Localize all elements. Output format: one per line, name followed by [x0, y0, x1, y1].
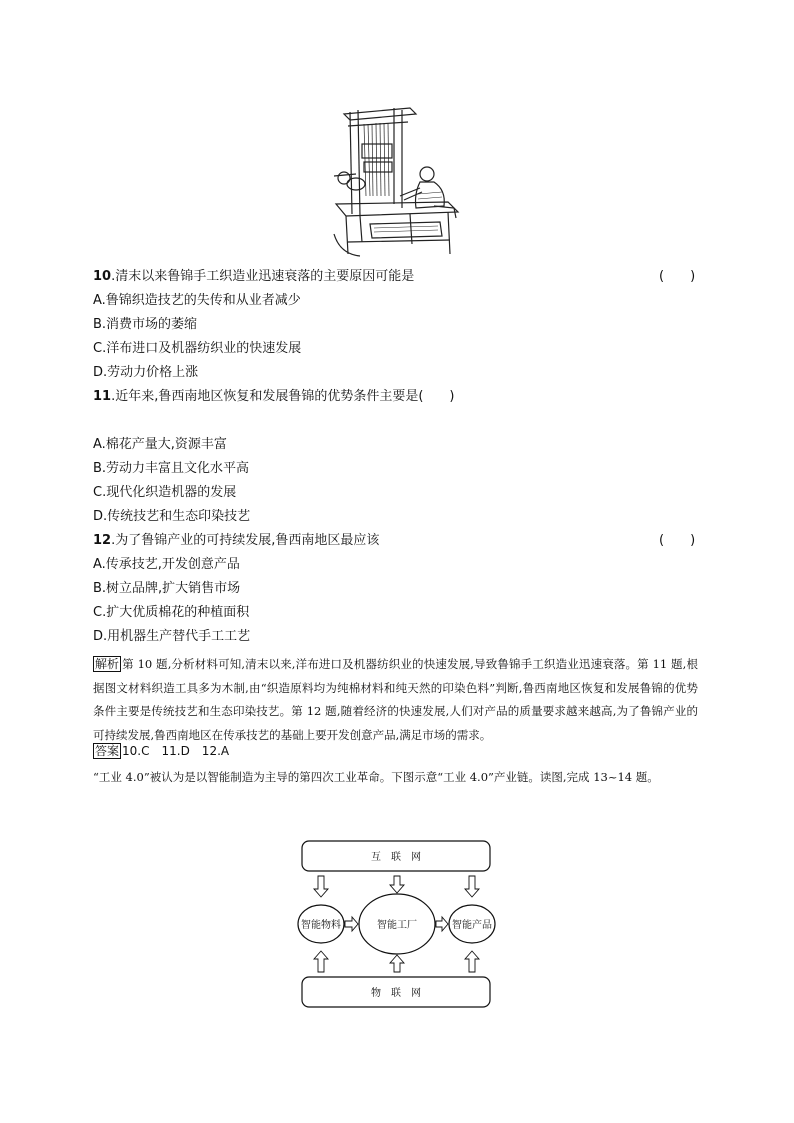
question-12-text: .为了鲁锦产业的可持续发展,鲁西南地区最应该	[111, 533, 380, 548]
question-12-option-b: B.树立品牌,扩大销售市场	[93, 581, 241, 596]
question-10-number: 10	[93, 269, 112, 284]
arrow-factory-to-products	[436, 917, 448, 931]
question-10-answer-blank: ( )	[659, 269, 696, 284]
question-12-option-d: D.用机器生产替代手工工艺	[93, 629, 251, 644]
question-11-number: 11	[93, 389, 112, 404]
question-12-stem	[93, 532, 379, 550]
question-13-14-intro: “工业 4.0”被认为是以智能制造为主导的第四次工业革命。下图示意“工业 4.0”产业链。读图,完成 13~14 题。	[93, 770, 659, 784]
question-11-option-b: B.劳动力丰富且文化水平高	[93, 461, 250, 476]
question-10-text: .清末以来鲁锦手工织造业迅速衰落的主要原因可能是	[111, 269, 415, 284]
analysis-text: 第 10 题,分析材料可知,清末以来,洋布进口及机器纺织业的快速发展,导致鲁锦手工织造业迅速衰落。第 11 题,根据图文材料织造工具多为木制,由“织造原料均为纯棉材料和纯天然的印染色料”判断,鲁西南地区恢复和发展鲁锦的优势条件主要是传统技艺和生态印染技艺。第 12 题,随着经济的快速发展,人们对产品的质量要求越来越高,为了鲁锦产业的可持续发展,鲁西南地区在传承技艺的基础上要开发创意产品,满足市场的需求。	[93, 657, 698, 742]
arrow-internet-to-materials	[314, 876, 328, 897]
question-11-text: .近年来,鲁西南地区恢复和发展鲁锦的优势条件主要是( )	[111, 389, 455, 404]
smart-materials-label: 智能物料	[301, 920, 341, 931]
iot-label: 物 联 网	[371, 988, 421, 999]
internet-label: 互 联 网	[371, 852, 421, 863]
arrow-materials-to-factory	[345, 917, 358, 931]
question-12-option-a: A.传承技艺,开发创意产品	[93, 557, 240, 572]
industry-4-diagram	[296, 838, 496, 1010]
arrow-internet-to-factory	[390, 876, 404, 893]
analysis-tag: 解析	[95, 657, 120, 671]
arrow-iot-to-products	[465, 951, 479, 972]
arrow-iot-to-materials	[314, 951, 328, 972]
arrow-internet-to-products	[465, 876, 479, 897]
answer-line	[93, 742, 229, 760]
question-11-option-a: A.棉花产量大,资源丰富	[93, 437, 227, 452]
question-10-option-b: B.消费市场的萎缩	[93, 317, 198, 332]
smart-products-label: 智能产品	[452, 920, 492, 931]
question-12-option-c: C.扩大优质棉花的种植面积	[93, 605, 250, 620]
question-12-number: 12	[93, 533, 112, 548]
question-11-stem	[93, 388, 455, 406]
question-10-option-a: A.鲁锦织造技艺的失传和从业者减少	[93, 293, 301, 308]
question-10-option-d: D.劳动力价格上涨	[93, 365, 199, 380]
loom-illustration	[330, 104, 465, 260]
question-11-option-c: C.现代化织造机器的发展	[93, 485, 237, 500]
smart-factory-label: 智能工厂	[377, 920, 417, 931]
question-12-answer-blank: ( )	[659, 533, 696, 548]
question-10-option-c: C.洋布进口及机器纺织业的快速发展	[93, 341, 302, 356]
analysis-block	[93, 653, 698, 747]
question-10-stem	[93, 268, 414, 286]
answer-text: 10.C 11.D 12.A	[122, 744, 230, 758]
question-11-option-d: D.传统技艺和生态印染技艺	[93, 509, 251, 524]
arrow-iot-to-factory	[390, 955, 404, 972]
answer-tag: 答案	[95, 744, 120, 758]
